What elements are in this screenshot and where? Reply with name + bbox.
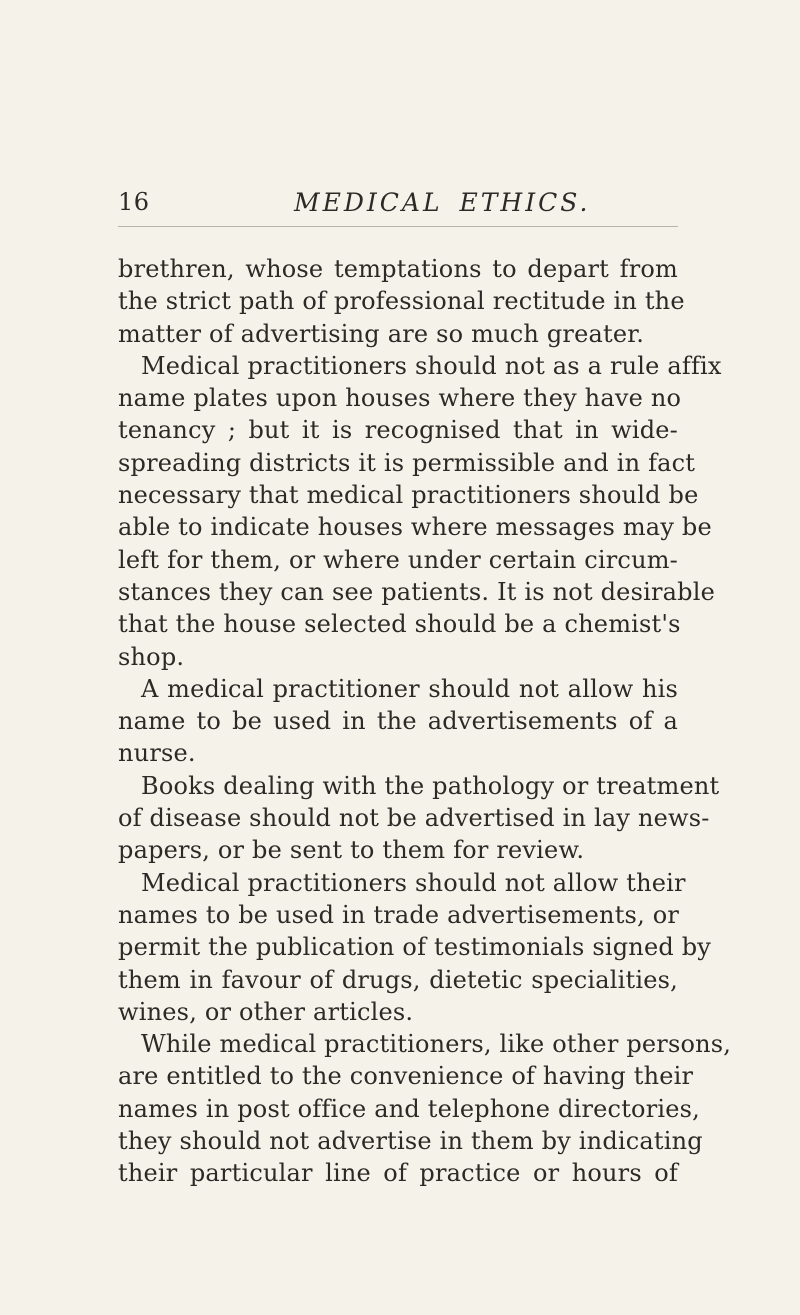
text-line: papers, or be sent to them for review. [118, 836, 585, 865]
running-title: MEDICAL ETHICS. [294, 188, 591, 217]
text-line: permit the publication of testimonials signed by [118, 933, 712, 962]
paragraph-start-line: While medical practitioners, like other persons, [141, 1030, 732, 1059]
paragraph-start-line: Books dealing with the pathology or treatment [141, 771, 720, 800]
page-header [118, 188, 678, 228]
text-line: names to be used in trade advertisements, or [118, 900, 680, 929]
text-line: their particular line of practice or hours of [118, 1159, 678, 1188]
text-line: them in favour of drugs, dietetic specialities, [118, 965, 678, 994]
text-line: that the house selected should be a chemist's [118, 610, 681, 639]
text-line: nurse. [118, 739, 196, 768]
text-line: left for them, or where under certain circum- [118, 545, 678, 574]
text-line: the strict path of professional rectitude in the [118, 287, 685, 316]
text-line: name plates upon houses where they have no [118, 384, 682, 413]
header-rule [118, 226, 678, 227]
text-line: tenancy ; but it is recognised that in wide- [118, 416, 678, 445]
paragraph-start-line: Medical practitioners should not allow their [141, 868, 686, 897]
text-line: necessary that medical practitioners should be [118, 481, 699, 510]
text-line: spreading districts it is permissible and in fact [118, 448, 696, 477]
text-line: brethren, whose temptations to depart from [118, 255, 678, 283]
paragraph-start-line: Medical practitioners should not as a rule affix [141, 351, 722, 380]
text-line: shop. [118, 642, 185, 671]
text-line: are entitled to the convenience of having their [118, 1062, 694, 1091]
text-line: matter of advertising are so much greater. [118, 319, 645, 348]
text-line: they should not advertise in them by indicating [118, 1127, 703, 1156]
page-number: 16 [118, 188, 150, 216]
text-line: names in post office and telephone directories, [118, 1094, 700, 1123]
text-line: name to be used in the advertisements of a [118, 707, 678, 736]
paragraph-start-line: A medical practitioner should not allow his [141, 674, 678, 703]
text-line: able to indicate houses where messages may be [118, 513, 712, 542]
body-text [118, 253, 732, 1190]
text-line: wines, or other articles. [118, 997, 414, 1026]
text-line: stances they can see patients. It is not desirable [118, 577, 716, 606]
text-line: of disease should not be advertised in lay news- [118, 804, 710, 833]
